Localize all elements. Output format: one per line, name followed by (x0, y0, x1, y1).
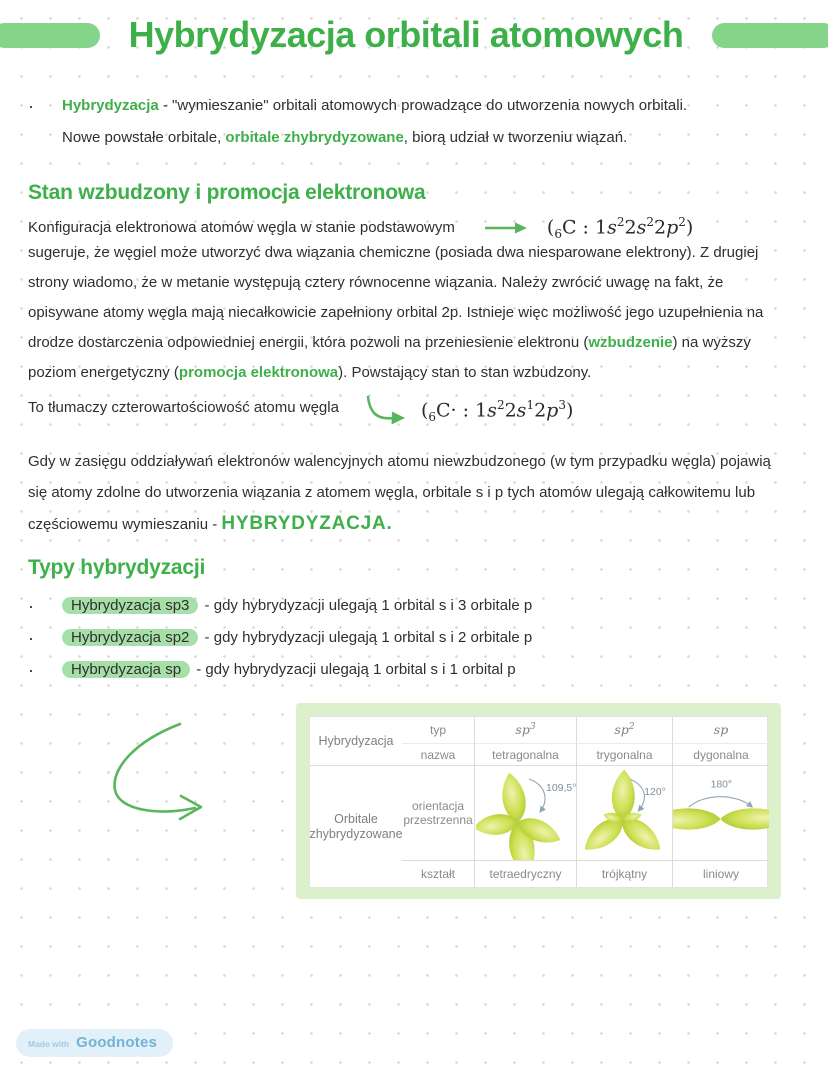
list-item (28, 622, 532, 654)
table-cell: $sp^3$ (474, 717, 576, 744)
highlighted-term: Hybrydyzacja sp3 (62, 597, 198, 614)
table-cell: tetragonalna (474, 744, 576, 766)
excited-state-formula: ($_6C\cdot$ : $1s^22s^12p^3$) (420, 397, 574, 425)
bullet-dot: · (28, 660, 34, 680)
sp-orbital-diagram (673, 767, 769, 860)
hybridization-table-card (296, 703, 781, 899)
section-heading-types: Typy hybrydyzacji (28, 556, 206, 579)
item-description: - gdy hybrydyzacji ulegają 1 orbital s i 3 orbitale p (200, 597, 533, 614)
text-line: Hybrydyzacja - "wymieszanie" orbitali atomowych prowadzące do utworzenia nowych orbitali. (62, 97, 688, 114)
table-row-label: orientacja przestrzenna (402, 766, 474, 861)
text-line: się atomy zdolne do utworzenia wiązania z atomem węgla, orbitale s i p tych atomów ulegają całkowitemu lub (28, 484, 756, 501)
ground-config-text: Konfiguracja elektronowa atomów węgla w stanie podstawowym (28, 219, 455, 236)
table-cell: tetraedryczny (474, 861, 576, 887)
made-with-label: Made with (28, 1039, 70, 1049)
table-cell (576, 766, 672, 861)
text-line: poziom energetyczny (promocja elektronowa). Powstający stan to stan wzbudzony. (28, 364, 592, 381)
table-cell (672, 766, 769, 861)
doodle-curved-arrow-icon (95, 712, 235, 827)
table-row-label: typ (402, 717, 474, 744)
intro-text (62, 90, 687, 154)
tetravalence-text: To tłumaczy czterowartościowość atomu węgla (28, 399, 339, 416)
table-cell: dygonalna (672, 744, 769, 766)
highlighted-term: Hybrydyzacja sp (62, 661, 190, 678)
hybridization-table (309, 716, 768, 888)
svg-text:180°: 180° (710, 778, 733, 790)
section-heading-excited-state: Stan wzbudzony i promocja elektronowa (28, 181, 426, 204)
goodnotes-badge (16, 1029, 173, 1057)
tetravalence-row (28, 388, 573, 428)
intro-definition (28, 90, 687, 154)
sp2-orbital-diagram (577, 767, 672, 860)
table-cell: liniowy (672, 861, 769, 887)
list-item (28, 654, 532, 686)
highlighted-term: Hybrydyzacja sp2 (62, 629, 198, 646)
page-title: Hybrydyzacja orbitali atomowych (128, 14, 684, 55)
table-group-label: Hybrydyzacja (310, 717, 402, 766)
table-cell: sp (672, 717, 769, 744)
ground-state-formula: ($_6C$ : $1s^22s^22p^2$) (546, 214, 694, 242)
bullet-dot: · (28, 96, 34, 116)
right-arrow-icon (483, 221, 529, 235)
title-row (0, 14, 828, 56)
table-row-label: nazwa (402, 744, 474, 766)
table-row-label: kształt (420, 867, 455, 881)
table-cell: trójkątny (576, 861, 672, 887)
types-list (28, 590, 532, 686)
table-cell: trygonalna (576, 744, 672, 766)
curved-hook-arrow-icon (361, 395, 407, 429)
text-line: Gdy w zasięgu oddziaływań elektronów walencyjnych atomu niewzbudzonego (w tym przypadku węgla) pojawią (28, 453, 771, 470)
svg-text:109,5°: 109,5° (545, 781, 576, 794)
text-line: opisywane atomy węgla mają niecałkowicie zapełniony orbital 2p. Istnieje więc możliwość jego uzupełnienia na (28, 304, 764, 321)
text-line: drodze dostarczenia odpowiedniej energii, która pozwoli na przeniesienie elektronu (wzbudzenie) na wyższy (28, 334, 751, 351)
text-line: strony wiadomo, że w metanie występują cztery równocenne wiązania. Należy zwrócić uwagę na fakt, że (28, 274, 724, 291)
goodnotes-logo: Goodnotes (76, 1034, 158, 1051)
text-line: częściowemu wymieszaniu - HYBRYDYZACJA. (28, 513, 393, 534)
item-description: - gdy hybrydyzacji ulegają 1 orbital s i 1 orbital p (192, 661, 516, 678)
table-group-label: Orbitale zhybrydyzowane (309, 811, 403, 841)
table-cell: $sp^2$ (576, 717, 672, 744)
text-line: Nowe powstałe orbitale, orbitale zhybrydyzowane, biorą udział w tworzeniu wiązań. (62, 129, 628, 146)
list-item (28, 590, 532, 622)
excited-state-paragraph (28, 238, 763, 388)
text-line: sugeruje, że węgiel może utworzyć dwa wiązania chemiczne (posiada dwa niesparowane elektrony). Z drugiej (28, 244, 759, 261)
svg-text:120°: 120° (644, 786, 666, 798)
title-left-pill-decoration (0, 23, 100, 48)
table-cell (474, 766, 576, 861)
bullet-dot: · (28, 628, 34, 648)
title-right-pill-decoration (712, 23, 828, 48)
sp3-orbital-diagram (476, 767, 576, 860)
hybridization-paragraph (28, 446, 771, 540)
bullet-dot: · (28, 596, 34, 616)
item-description: - gdy hybrydyzacji ulegają 1 orbital s i 2 orbitale p (200, 629, 533, 646)
